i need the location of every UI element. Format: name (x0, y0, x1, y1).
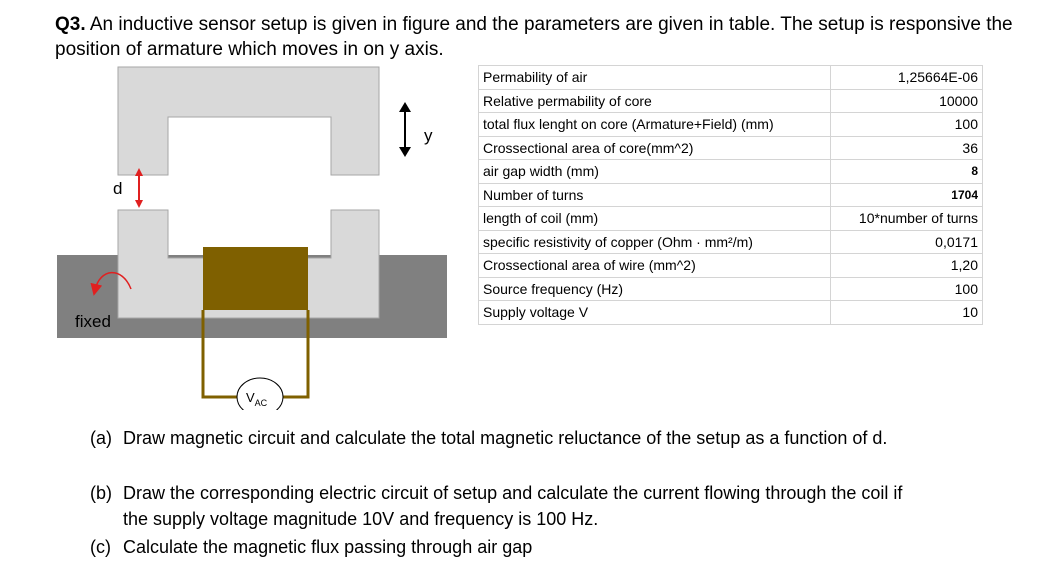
question-c (90, 534, 532, 560)
table-row (479, 277, 983, 301)
table-row (479, 301, 983, 325)
param-value: 8 (831, 160, 983, 184)
param-label: Crossectional area of core(mm^2) (479, 136, 831, 160)
question-b-text-continued: the supply voltage magnitude 10V and frequency is 100 Hz. (123, 509, 599, 529)
question-a-text: Draw magnetic circuit and calculate the total magnetic reluctance of the setup as a function of d. (123, 428, 888, 448)
coil (203, 247, 308, 310)
param-value: 10*number of turns (831, 207, 983, 231)
table-row (479, 254, 983, 278)
table-row (479, 207, 983, 231)
table-row (479, 66, 983, 90)
d-label: d (113, 179, 123, 198)
param-label: specific resistivity of copper (Ohm · mm²/m) (479, 230, 831, 254)
param-label: Source frequency (Hz) (479, 277, 831, 301)
source-label: $V_{AC}$ (246, 390, 268, 408)
y-label: y (424, 126, 433, 145)
d-arrow-icon (135, 168, 143, 208)
sensor-figure (0, 60, 470, 410)
armature (118, 67, 379, 175)
question-b-text: Draw the corresponding electric circuit of setup and calculate the current flowing through the coil if (123, 483, 903, 503)
question-number: Q3. (55, 14, 86, 35)
param-label: Permability of air (479, 66, 831, 90)
param-value: 100 (831, 277, 983, 301)
param-value: 1704 (831, 183, 983, 207)
y-arrow-icon (399, 102, 411, 157)
table-row (479, 230, 983, 254)
param-label: Number of turns (479, 183, 831, 207)
param-label: total flux lenght on core (Armature+Field) (mm) (479, 113, 831, 137)
fixed-label: fixed (75, 312, 111, 331)
param-value: 1,25664E-06 (831, 66, 983, 90)
param-label: Crossectional area of wire (mm^2) (479, 254, 831, 278)
question-b-label: (b) (90, 483, 112, 503)
param-label: Relative permability of core (479, 89, 831, 113)
param-value: 100 (831, 113, 983, 137)
question-intro: An inductive sensor setup is given in figure and the parameters are given in table. The setup is responsive the position of armature which moves in on y axis. (55, 14, 1013, 60)
param-value: 10000 (831, 89, 983, 113)
table-row (479, 183, 983, 207)
param-label: length of coil (mm) (479, 207, 831, 231)
param-value: 1,20 (831, 254, 983, 278)
param-label: air gap width (mm) (479, 160, 831, 184)
table-row (479, 89, 983, 113)
question-a (90, 425, 887, 451)
table-row (479, 113, 983, 137)
question-c-text: Calculate the magnetic flux passing through air gap (123, 537, 533, 557)
parameter-table (478, 65, 983, 325)
table-row (479, 160, 983, 184)
param-value: 36 (831, 136, 983, 160)
question-a-label: (a) (90, 428, 112, 448)
question-c-label: (c) (90, 537, 111, 557)
param-value: 0,0171 (831, 230, 983, 254)
table-row (479, 136, 983, 160)
question-title (55, 12, 1045, 62)
question-b (90, 480, 1040, 532)
param-label: Supply voltage V (479, 301, 831, 325)
param-value: 10 (831, 301, 983, 325)
